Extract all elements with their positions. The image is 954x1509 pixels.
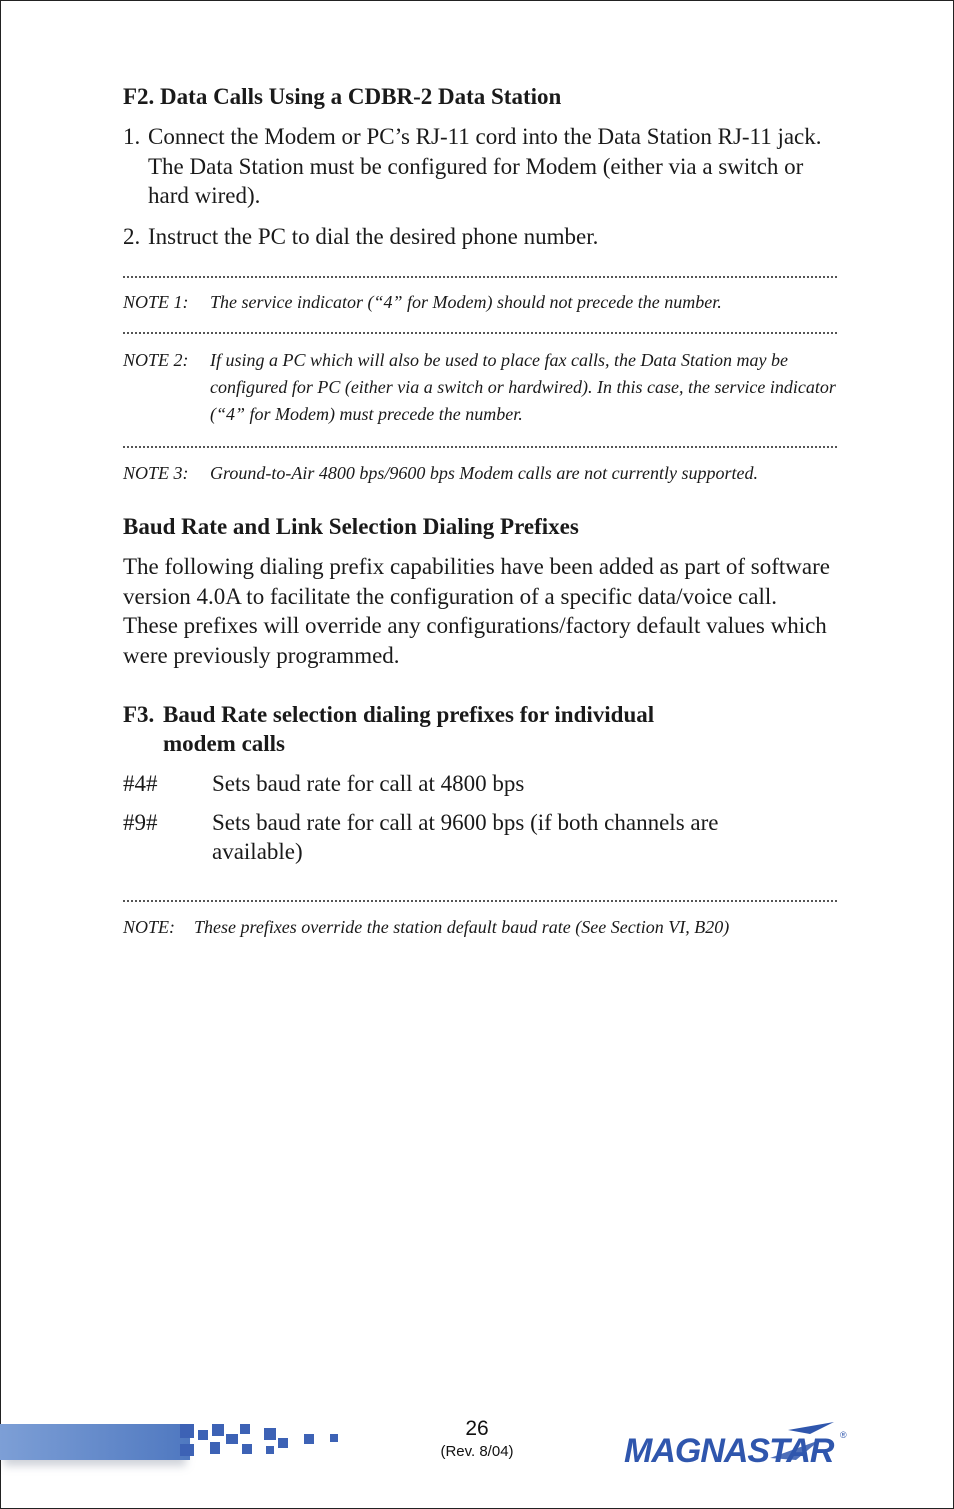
section-f3-heading — [123, 700, 837, 758]
dotted-divider — [123, 276, 837, 278]
footer-blue-bar — [0, 1424, 190, 1460]
page-content — [123, 82, 837, 941]
step-text: Instruct the PC to dial the desired phone number. — [148, 223, 599, 249]
logo-wordmark: MAGNASTAR — [624, 1432, 834, 1470]
baud-section-paragraph: The following dialing prefix capabilities have been added as part of software version 4.0A to facilitate the configuration of a specific data/voice call. These prefixes will override any configurations/factory default values which were previously programmed. — [123, 554, 830, 668]
note-text: If using a PC which will also be used to place fax calls, the Data Station may be configured for PC (either via a switch or hardwired). In this case, the service indicator (“4” for Modem) must precede the number. — [210, 350, 836, 424]
prefix-code: #4# — [123, 771, 158, 796]
section-number: F3. — [123, 702, 155, 727]
footer-pixel-trail — [180, 1424, 350, 1460]
note-label: NOTE 2: — [123, 350, 189, 370]
section-f2-heading: F2. Data Calls Using a CDBR-2 Data Station — [123, 84, 562, 109]
revision-label: (Rev. 8/04) — [440, 1443, 514, 1460]
prefix-description: Sets baud rate for call at 4800 bps — [212, 771, 525, 796]
prefix-description: Sets baud rate for call at 9600 bps (if both channels are available) — [212, 809, 719, 864]
dotted-divider — [123, 900, 837, 902]
page-number: 26 — [465, 1417, 489, 1440]
note-3 — [123, 460, 837, 487]
dotted-divider — [123, 332, 837, 334]
magnastar-logo — [620, 1420, 852, 1472]
note-label: NOTE 1: — [123, 292, 189, 312]
step-number: 2. — [123, 223, 141, 249]
step-1 — [123, 122, 837, 211]
note-2 — [123, 347, 837, 428]
dotted-divider — [123, 446, 837, 448]
step-number: 1. — [123, 124, 141, 149]
step-text: Connect the Modem or PC’s RJ-11 cord into the Data Station RJ-11 jack. The Data Station must be configured for Modem (either via a switch or hard wired). — [148, 124, 822, 208]
prefix-row — [123, 769, 837, 799]
step-2 — [123, 222, 837, 252]
note-label: NOTE: — [123, 916, 176, 937]
prefix-code: #9# — [123, 809, 158, 835]
note-text: Ground-to-Air 4800 bps/9600 bps Modem calls are not currently supported. — [210, 463, 758, 483]
note-text: These prefixes override the station default baud rate (See Section VI, B20) — [194, 916, 730, 937]
section-title: Baud Rate selection dialing prefixes for individual modem calls — [163, 702, 655, 756]
registered-mark: ® — [840, 1430, 847, 1440]
prefix-row — [123, 808, 837, 867]
note-label: NOTE 3: — [123, 463, 189, 483]
final-note — [123, 914, 837, 941]
note-text: The service indicator (“4” for Modem) should not precede the number. — [210, 292, 722, 312]
baud-section-heading: Baud Rate and Link Selection Dialing Prefixes — [123, 514, 579, 539]
note-1 — [123, 289, 837, 316]
